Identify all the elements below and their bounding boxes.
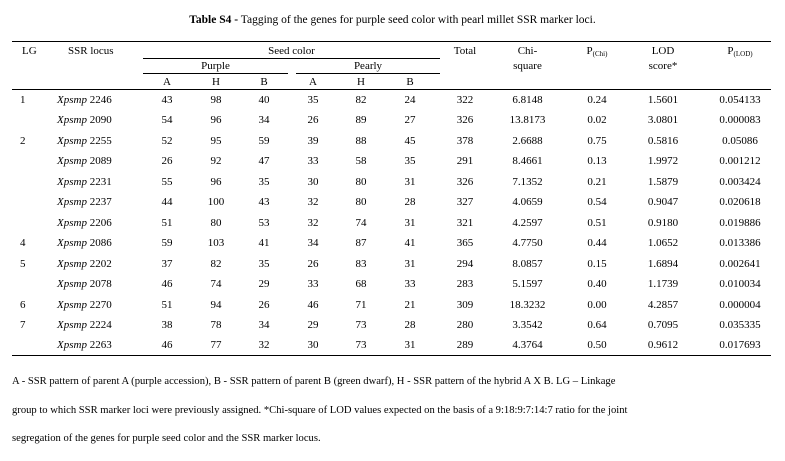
locus-number: 2090 <box>89 114 112 126</box>
footnote-line-2: group to which SSR marker loci were previously assigned. *Chi-square of LOD values expected on the basis of a 9:18:9:7:14:7 ratio for the joint <box>12 405 628 416</box>
locus-prefix: Xpsmp <box>57 278 87 290</box>
cell-ssr-locus <box>57 258 112 271</box>
cell-chi-square: 6.8148 <box>512 94 543 106</box>
cell-p-lod: 0.000004 <box>719 299 761 311</box>
cell-lod-score: 0.9612 <box>647 339 679 351</box>
cell-lg: 1 <box>20 94 26 106</box>
locus-number: 2270 <box>89 299 112 311</box>
cell-chi-square: 5.1597 <box>512 278 543 290</box>
cell-purple-b: 59 <box>258 135 270 147</box>
cell-p-chi: 0.24 <box>587 94 607 106</box>
cell-lg: 5 <box>20 258 26 270</box>
cell-pearly-b: 45 <box>404 135 416 147</box>
cell-purple-a: 26 <box>161 155 173 167</box>
cell-purple-b: 47 <box>258 155 270 167</box>
locus-number: 2237 <box>89 196 112 208</box>
cell-total: 280 <box>456 319 474 331</box>
cell-chi-square: 4.2597 <box>512 217 543 229</box>
header-lod-line1: LOD <box>651 45 675 57</box>
cell-pearly-a: 33 <box>307 155 319 167</box>
locus-prefix: Xpsmp <box>57 135 87 147</box>
cell-lod-score: 1.5879 <box>647 176 679 188</box>
cell-purple-h: 96 <box>210 176 222 188</box>
table-bottom-rule <box>12 355 771 356</box>
cell-ssr-locus <box>57 217 112 230</box>
cell-pearly-a: 46 <box>307 299 319 311</box>
cell-purple-a: 43 <box>161 94 173 106</box>
cell-purple-b: 40 <box>258 94 270 106</box>
cell-ssr-locus <box>57 339 112 352</box>
locus-number: 2206 <box>89 217 112 229</box>
cell-purple-h: 74 <box>210 278 222 290</box>
cell-ssr-locus <box>57 299 112 312</box>
cell-total: 365 <box>456 237 474 249</box>
cell-chi-square: 7.1352 <box>512 176 543 188</box>
cell-pearly-a: 32 <box>307 196 319 208</box>
cell-total: 327 <box>456 196 474 208</box>
cell-total: 309 <box>456 299 474 311</box>
table-top-rule <box>12 41 771 42</box>
cell-p-chi: 0.02 <box>587 114 607 126</box>
header-p-chi: $P_{(Chi)}$ <box>586 45 608 58</box>
locus-prefix: Xpsmp <box>57 94 87 106</box>
table-caption <box>0 14 785 26</box>
header-bottom-rule <box>12 89 771 90</box>
cell-pearly-a: 30 <box>307 176 319 188</box>
header-purple-h: H <box>212 76 220 88</box>
pearly-rule <box>296 73 440 74</box>
cell-purple-b: 35 <box>258 258 270 270</box>
locus-prefix: Xpsmp <box>57 237 87 249</box>
locus-prefix: Xpsmp <box>57 258 87 270</box>
cell-purple-h: 92 <box>210 155 222 167</box>
locus-prefix: Xpsmp <box>57 217 87 229</box>
cell-pearly-h: 73 <box>355 319 367 331</box>
cell-chi-square: 3.3542 <box>512 319 543 331</box>
cell-total: 289 <box>456 339 474 351</box>
cell-pearly-a: 32 <box>307 217 319 229</box>
cell-purple-a: 52 <box>161 135 173 147</box>
cell-purple-a: 37 <box>161 258 173 270</box>
cell-ssr-locus <box>57 135 112 148</box>
locus-number: 2089 <box>89 155 112 167</box>
cell-lg: 6 <box>20 299 26 311</box>
locus-prefix: Xpsmp <box>57 176 87 188</box>
cell-p-chi: 0.21 <box>587 176 607 188</box>
cell-purple-a: 51 <box>161 299 173 311</box>
cell-purple-h: 95 <box>210 135 222 147</box>
cell-total: 283 <box>456 278 474 290</box>
header-pearly-h: H <box>357 76 365 88</box>
locus-prefix: Xpsmp <box>57 196 87 208</box>
cell-purple-b: 43 <box>258 196 270 208</box>
cell-lod-score: 0.7095 <box>647 319 679 331</box>
cell-pearly-b: 31 <box>404 339 416 351</box>
cell-purple-a: 44 <box>161 196 173 208</box>
cell-p-chi: 0.44 <box>587 237 607 249</box>
table-title: Tagging of the genes for purple seed color with pearl millet SSR marker loci. <box>238 14 596 26</box>
locus-prefix: Xpsmp <box>57 299 87 311</box>
cell-lod-score: 0.9180 <box>647 217 679 229</box>
cell-pearly-a: 29 <box>307 319 319 331</box>
cell-pearly-h: 82 <box>355 94 367 106</box>
cell-chi-square: 13.8173 <box>509 114 546 126</box>
cell-total: 326 <box>456 114 474 126</box>
cell-p-lod: 0.019886 <box>719 217 761 229</box>
footnote-line-1: A - SSR pattern of parent A (purple accession), B - SSR pattern of parent B (green dwarf), H - SSR pattern of the hybrid A X B. LG – Linkage <box>12 376 616 387</box>
cell-purple-a: 54 <box>161 114 173 126</box>
cell-purple-a: 46 <box>161 339 173 351</box>
cell-purple-h: 82 <box>210 258 222 270</box>
cell-pearly-h: 74 <box>355 217 367 229</box>
cell-ssr-locus <box>57 278 112 291</box>
table-label: Table S4 - <box>189 14 239 26</box>
cell-lod-score: 1.0652 <box>647 237 679 249</box>
cell-pearly-a: 33 <box>307 278 319 290</box>
cell-purple-b: 29 <box>258 278 270 290</box>
cell-p-lod: 0.002641 <box>719 258 761 270</box>
cell-p-chi: 0.13 <box>587 155 607 167</box>
cell-pearly-b: 31 <box>404 258 416 270</box>
header-pearly-a: A <box>309 76 317 88</box>
header-p-lod: $P_{(LOD)}$ <box>727 45 753 58</box>
cell-p-chi: 0.00 <box>587 299 607 311</box>
cell-pearly-a: 34 <box>307 237 319 249</box>
cell-purple-b: 32 <box>258 339 270 351</box>
locus-prefix: Xpsmp <box>57 155 87 167</box>
cell-pearly-h: 87 <box>355 237 367 249</box>
cell-pearly-h: 68 <box>355 278 367 290</box>
header-purple: Purple <box>201 60 230 72</box>
cell-pearly-b: 35 <box>404 155 416 167</box>
cell-chi-square: 4.7750 <box>512 237 543 249</box>
locus-number: 2078 <box>89 278 112 290</box>
cell-ssr-locus <box>57 319 112 332</box>
cell-p-chi: 0.64 <box>587 319 607 331</box>
cell-p-lod: 0.010034 <box>719 278 761 290</box>
cell-p-lod: 0.000083 <box>719 114 761 126</box>
cell-ssr-locus <box>57 94 112 107</box>
cell-chi-square: 4.3764 <box>512 339 543 351</box>
cell-lg: 2 <box>20 135 26 147</box>
cell-lod-score: 1.1739 <box>647 278 679 290</box>
cell-purple-h: 98 <box>210 94 222 106</box>
cell-p-lod: 0.013386 <box>719 237 761 249</box>
cell-lod-score: 4.2857 <box>647 299 679 311</box>
cell-purple-a: 51 <box>161 217 173 229</box>
cell-purple-h: 78 <box>210 319 222 331</box>
cell-ssr-locus <box>57 155 112 168</box>
header-pearly: Pearly <box>353 60 383 72</box>
locus-number: 2202 <box>89 258 112 270</box>
cell-p-chi: 0.54 <box>587 196 607 208</box>
cell-lod-score: 1.6894 <box>647 258 679 270</box>
cell-purple-b: 53 <box>258 217 270 229</box>
cell-chi-square: 2.6688 <box>512 135 543 147</box>
cell-purple-h: 96 <box>210 114 222 126</box>
cell-total: 291 <box>456 155 474 167</box>
cell-p-lod: 0.05086 <box>722 135 758 147</box>
cell-pearly-b: 21 <box>404 299 416 311</box>
cell-purple-b: 35 <box>258 176 270 188</box>
cell-total: 294 <box>456 258 474 270</box>
cell-p-lod: 0.020618 <box>719 196 761 208</box>
cell-pearly-b: 31 <box>404 217 416 229</box>
cell-pearly-h: 80 <box>355 196 367 208</box>
cell-pearly-h: 71 <box>355 299 367 311</box>
cell-pearly-a: 26 <box>307 258 319 270</box>
cell-chi-square: 8.4661 <box>512 155 543 167</box>
cell-purple-a: 46 <box>161 278 173 290</box>
cell-ssr-locus <box>57 114 112 127</box>
cell-pearly-a: 30 <box>307 339 319 351</box>
cell-pearly-b: 28 <box>404 319 416 331</box>
cell-p-chi: 0.50 <box>587 339 607 351</box>
seed-color-rule <box>143 58 440 59</box>
header-lod-line2: score* <box>648 60 678 72</box>
header-chi-line2: square <box>513 60 542 72</box>
cell-pearly-b: 27 <box>404 114 416 126</box>
cell-pearly-h: 88 <box>355 135 367 147</box>
purple-rule <box>143 73 288 74</box>
locus-number: 2255 <box>89 135 112 147</box>
cell-p-chi: 0.15 <box>587 258 607 270</box>
locus-number: 2263 <box>89 339 112 351</box>
cell-ssr-locus <box>57 196 112 209</box>
cell-pearly-h: 83 <box>355 258 367 270</box>
locus-prefix: Xpsmp <box>57 114 87 126</box>
cell-pearly-a: 26 <box>307 114 319 126</box>
cell-total: 378 <box>456 135 474 147</box>
cell-pearly-a: 39 <box>307 135 319 147</box>
cell-purple-b: 26 <box>258 299 270 311</box>
cell-pearly-h: 80 <box>355 176 367 188</box>
cell-lod-score: 0.5816 <box>647 135 679 147</box>
cell-lod-score: 0.9047 <box>647 196 679 208</box>
cell-purple-h: 77 <box>210 339 222 351</box>
cell-purple-h: 100 <box>207 196 225 208</box>
cell-p-lod: 0.054133 <box>719 94 761 106</box>
cell-lod-score: 1.5601 <box>647 94 679 106</box>
locus-number: 2231 <box>89 176 112 188</box>
cell-purple-a: 38 <box>161 319 173 331</box>
cell-purple-a: 55 <box>161 176 173 188</box>
locus-number: 2224 <box>89 319 112 331</box>
cell-pearly-h: 73 <box>355 339 367 351</box>
header-ssr-locus: SSR locus <box>68 45 114 57</box>
cell-pearly-b: 24 <box>404 94 416 106</box>
cell-pearly-a: 35 <box>307 94 319 106</box>
locus-number: 2086 <box>89 237 112 249</box>
header-seed-color: Seed color <box>268 45 315 57</box>
cell-chi-square: 4.0659 <box>512 196 543 208</box>
cell-ssr-locus <box>57 237 112 250</box>
header-total: Total <box>453 45 477 57</box>
cell-p-lod: 0.017693 <box>719 339 761 351</box>
header-chi-line1: Chi- <box>517 45 538 57</box>
cell-p-lod: 0.001212 <box>719 155 761 167</box>
cell-total: 326 <box>456 176 474 188</box>
cell-purple-b: 34 <box>258 114 270 126</box>
cell-pearly-b: 31 <box>404 176 416 188</box>
cell-ssr-locus <box>57 176 112 189</box>
header-purple-a: A <box>163 76 171 88</box>
locus-prefix: Xpsmp <box>57 319 87 331</box>
cell-purple-b: 41 <box>258 237 270 249</box>
header-purple-b: B <box>260 76 268 88</box>
cell-pearly-b: 28 <box>404 196 416 208</box>
cell-pearly-b: 33 <box>404 278 416 290</box>
cell-pearly-h: 89 <box>355 114 367 126</box>
cell-pearly-b: 41 <box>404 237 416 249</box>
locus-prefix: Xpsmp <box>57 339 87 351</box>
cell-purple-h: 94 <box>210 299 222 311</box>
cell-p-chi: 0.51 <box>587 217 607 229</box>
header-pearly-b: B <box>406 76 414 88</box>
cell-lod-score: 3.0801 <box>647 114 679 126</box>
cell-purple-h: 103 <box>207 237 225 249</box>
cell-chi-square: 8.0857 <box>512 258 543 270</box>
cell-pearly-h: 58 <box>355 155 367 167</box>
cell-total: 322 <box>456 94 474 106</box>
cell-purple-a: 59 <box>161 237 173 249</box>
cell-chi-square: 18.3232 <box>509 299 546 311</box>
cell-purple-b: 34 <box>258 319 270 331</box>
cell-lod-score: 1.9972 <box>647 155 679 167</box>
cell-lg: 7 <box>20 319 26 331</box>
cell-total: 321 <box>456 217 474 229</box>
header-lg: LG <box>22 45 37 57</box>
cell-lg: 4 <box>20 237 26 249</box>
locus-number: 2246 <box>89 94 112 106</box>
cell-purple-h: 80 <box>210 217 222 229</box>
cell-p-lod: 0.035335 <box>719 319 761 331</box>
footnote-line-3: segregation of the genes for purple seed color and the SSR marker locus. <box>12 433 321 444</box>
cell-p-chi: 0.75 <box>587 135 607 147</box>
cell-p-lod: 0.003424 <box>719 176 761 188</box>
cell-p-chi: 0.40 <box>587 278 607 290</box>
